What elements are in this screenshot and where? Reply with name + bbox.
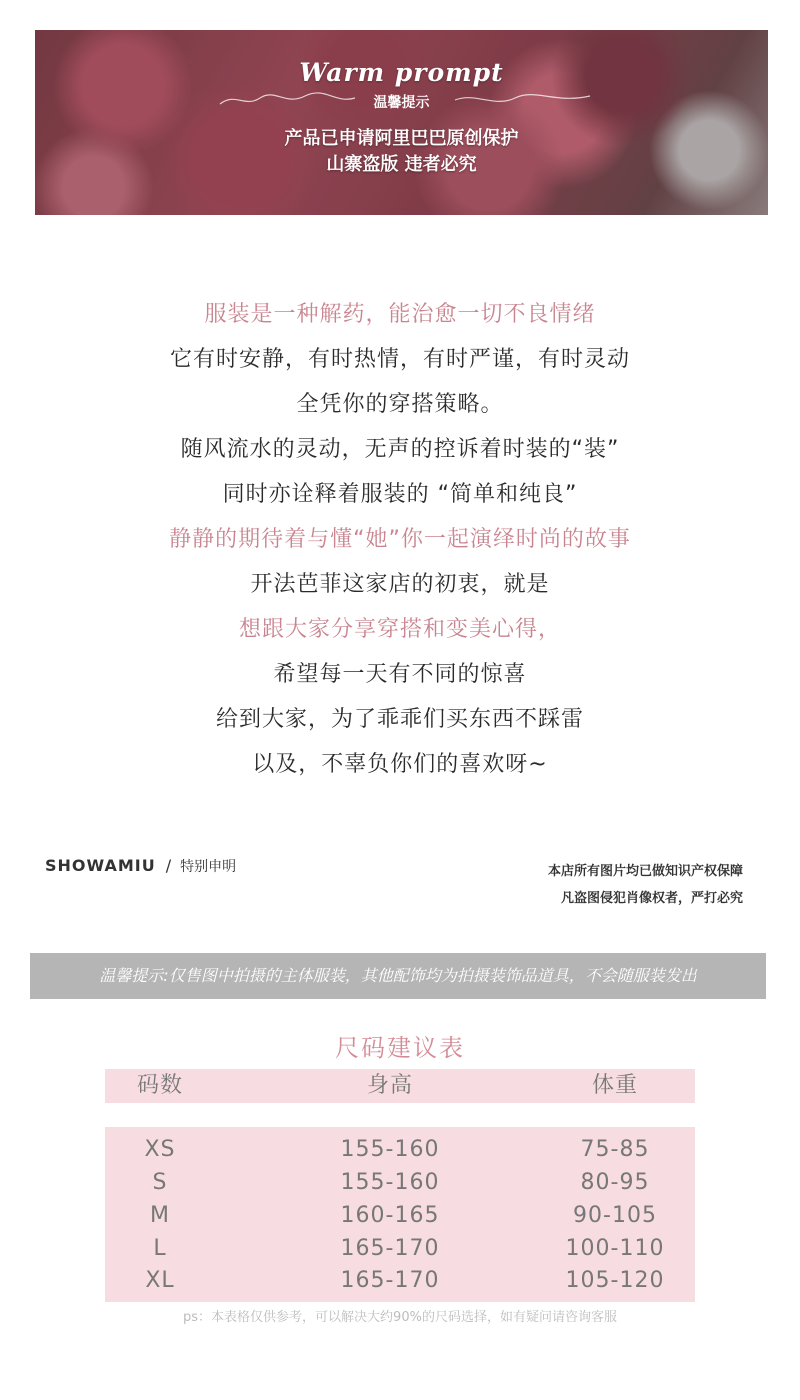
story-line: 给到大家，为了乖乖们买东西不踩雷 [215, 707, 584, 732]
story-line: 全凭你的穿搭策略。 [296, 392, 504, 417]
size-cell: L [153, 1236, 167, 1261]
accessories-notice-bar: 温馨提示:仅售图中拍摄的主体服装，其他配饰均为拍摄装饰品道具，不会随服装发出 [30, 953, 766, 999]
copyright-line-2: 凡盗图侵犯肖像权者，严打必究 [560, 891, 743, 906]
header-weight: 体重 [591, 1073, 638, 1098]
story-line: 希望每一天有不同的惊喜 [273, 662, 527, 687]
copyright-notice [548, 858, 743, 912]
banner-warning-text: 山寨盗版 违者必究 [326, 154, 477, 175]
brand-name: SHOWAMIU [45, 856, 156, 875]
statement-label: 特别申明 [180, 859, 237, 875]
brand-story-text [0, 297, 800, 792]
table-row [105, 1232, 695, 1265]
size-cell: S [152, 1170, 168, 1195]
story-line: 静静的期待着与懂“她”你一起演绎时尚的故事 [169, 527, 631, 552]
story-line: 同时亦诠释着服装的 “简单和纯良” [222, 482, 578, 507]
weight-cell: 105-120 [565, 1268, 665, 1293]
table-row [105, 1264, 695, 1297]
height-cell: 160-165 [340, 1203, 440, 1228]
weight-cell: 90-105 [573, 1203, 657, 1228]
banner-protection-text: 产品已申请阿里巴巴原创保护 [284, 128, 519, 149]
header-size: 码数 [136, 1073, 183, 1098]
copyright-line-1: 本店所有图片均已做知识产权保障 [547, 864, 743, 879]
weight-cell: 100-110 [565, 1236, 665, 1261]
story-line: 随风流水的灵动，无声的控诉着时装的“装” [180, 437, 620, 462]
weight-cell: 80-95 [580, 1170, 650, 1195]
banner-title: Warm prompt [299, 58, 504, 87]
size-chart-body [105, 1127, 695, 1302]
story-line: 想跟大家分享穿搭和变美心得， [238, 617, 561, 642]
story-line: 服装是一种解药，能治愈一切不良情绪 [204, 302, 596, 327]
story-line: 以及，不辜负你们的喜欢呀~ [252, 752, 548, 777]
height-cell: 165-170 [340, 1268, 440, 1293]
story-line: 它有时安静，有时热情，有时严谨，有时灵动 [169, 347, 630, 372]
header-height: 身高 [366, 1073, 413, 1098]
banner-subtitle: 温馨提示 [373, 95, 430, 111]
table-row [105, 1133, 695, 1166]
weight-cell: 75-85 [580, 1137, 650, 1162]
size-cell: XL [145, 1268, 175, 1293]
size-cell: XS [144, 1137, 176, 1162]
height-cell: 155-160 [340, 1170, 440, 1195]
table-row [105, 1199, 695, 1232]
size-chart-footnote: ps：本表格仅供参考，可以解决大约90%的尺码选择，如有疑问请咨询客服 [183, 1310, 617, 1325]
size-chart-title: 尺码建议表 [335, 1034, 465, 1062]
brand-statement-label [45, 856, 236, 876]
warm-prompt-banner [35, 30, 768, 215]
height-cell: 155-160 [340, 1137, 440, 1162]
brand-slash: / [165, 856, 173, 875]
story-line: 开法芭菲这家店的初衷，就是 [250, 572, 550, 597]
size-cell: M [150, 1203, 170, 1228]
table-row [105, 1166, 695, 1199]
size-chart-header [105, 1069, 695, 1103]
height-cell: 165-170 [340, 1236, 440, 1261]
